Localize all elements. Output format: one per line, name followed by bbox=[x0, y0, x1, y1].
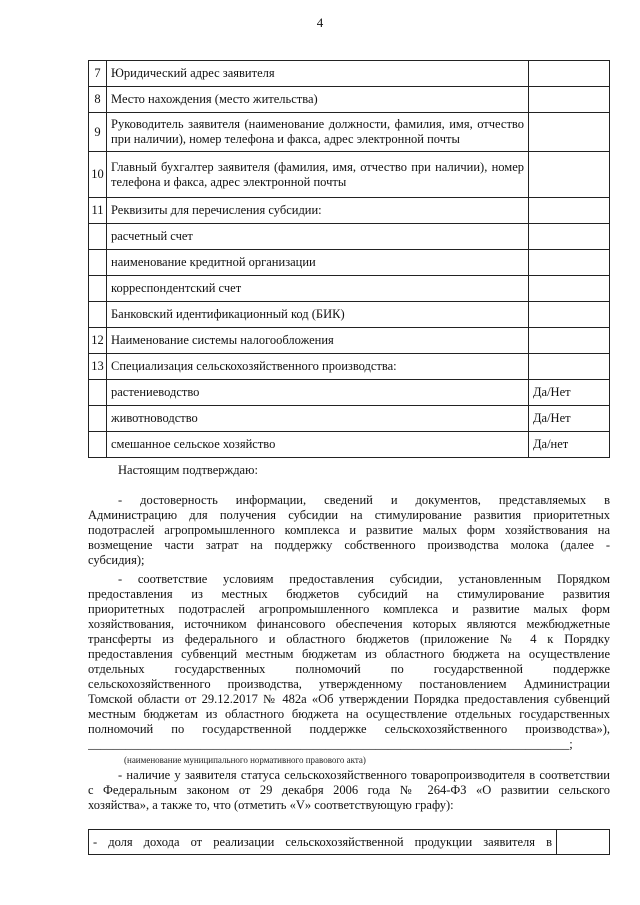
table-row bbox=[89, 830, 610, 855]
paragraph-reliability bbox=[88, 493, 610, 568]
row-value[interactable] bbox=[529, 328, 610, 354]
row-label: наименование кредитной организации bbox=[107, 250, 529, 276]
act-name-caption: (наименование муниципального нормативного правового акта) bbox=[124, 755, 366, 765]
text-line: субсидия); bbox=[88, 553, 145, 567]
text-line: трансферты из федерального и областного бюджетов (приложение № 4 к Порядку bbox=[88, 632, 610, 646]
row-number bbox=[89, 406, 107, 432]
row-label: Место нахождения (место жительства) bbox=[107, 87, 529, 113]
table-row bbox=[89, 198, 610, 224]
act-name-blank-line[interactable]: _____________________________________________________________________________; bbox=[88, 737, 573, 751]
table-row bbox=[89, 406, 610, 432]
row-value[interactable] bbox=[529, 276, 610, 302]
table-row bbox=[89, 113, 610, 152]
table-row bbox=[89, 61, 610, 87]
row-number bbox=[89, 380, 107, 406]
row-value[interactable] bbox=[529, 224, 610, 250]
row-value[interactable] bbox=[529, 302, 610, 328]
text-line: с Федеральным законом от 29 декабря 2006 года № 264-ФЗ «О развитии сельского bbox=[88, 783, 610, 797]
row-value[interactable] bbox=[529, 87, 610, 113]
row-label: растениеводство bbox=[107, 380, 529, 406]
row-label: Юридический адрес заявителя bbox=[107, 61, 529, 87]
applicant-details-table bbox=[88, 60, 610, 458]
row-number: 7 bbox=[89, 61, 107, 87]
row-label: животноводство bbox=[107, 406, 529, 432]
income-share-table bbox=[88, 829, 610, 855]
row-number bbox=[89, 276, 107, 302]
text-line: отдельных государственных полномочий по государственной поддержке bbox=[88, 662, 610, 676]
table-row bbox=[89, 152, 610, 198]
confirm-heading: Настоящим подтверждаю: bbox=[118, 463, 258, 477]
text-line: полномочий по государственной поддержке сельскохозяйственного производства»), bbox=[88, 722, 610, 736]
table-row bbox=[89, 380, 610, 406]
row-number: 12 bbox=[89, 328, 107, 354]
text-line: сельскохозяйственного производства, утвержденному постановлением Администрации bbox=[88, 677, 610, 691]
row-label: корреспондентский счет bbox=[107, 276, 529, 302]
table-row bbox=[89, 250, 610, 276]
row-label: смешанное сельское хозяйство bbox=[107, 432, 529, 458]
text-line: - наличие у заявителя статуса сельскохозяйственного товаропроизводителя в соответствии bbox=[118, 768, 610, 782]
table-row bbox=[89, 224, 610, 250]
row-value[interactable] bbox=[529, 152, 610, 198]
row-number: 13 bbox=[89, 354, 107, 380]
row-label: расчетный счет bbox=[107, 224, 529, 250]
row-value[interactable] bbox=[529, 198, 610, 224]
row-number: 8 bbox=[89, 87, 107, 113]
row-label: - доля дохода от реализации сельскохозяйственной продукции заявителя в bbox=[89, 830, 557, 855]
row-value[interactable] bbox=[557, 830, 610, 855]
row-label: Банковский идентификационный код (БИК) bbox=[107, 302, 529, 328]
row-value[interactable]: Да/Нет bbox=[529, 406, 610, 432]
text-line: - соответствие условиям предоставления субсидии, установленным Порядком bbox=[118, 572, 610, 586]
page-number: 4 bbox=[316, 15, 324, 30]
text-line: Томской области от 29.12.2017 № 482а «Об утверждении Порядка предоставления субвенций bbox=[88, 692, 610, 706]
text-line: возмещение части затрат на поддержку собственного производства молока (далее - bbox=[88, 538, 610, 552]
paragraph-compliance bbox=[88, 572, 610, 752]
row-number bbox=[89, 432, 107, 458]
table-row bbox=[89, 276, 610, 302]
row-number: 11 bbox=[89, 198, 107, 224]
text-line: хозяйствования, источником финансового обеспечения которых являются межбюджетные bbox=[88, 617, 610, 631]
row-number bbox=[89, 224, 107, 250]
text-line: предоставления субвенций местным бюджетам из областного бюджета на осуществление bbox=[88, 647, 610, 661]
text-line: предоставления из местных бюджетов субсидий на стимулирование развития bbox=[88, 587, 610, 601]
row-value[interactable]: Да/нет bbox=[529, 432, 610, 458]
text-line: Администрацию для получения субсидии на стимулирование развития приоритетных bbox=[88, 508, 610, 522]
table-row bbox=[89, 87, 610, 113]
paragraph-producer-status bbox=[88, 768, 610, 813]
table-row bbox=[89, 302, 610, 328]
row-label: Главный бухгалтер заявителя (фамилия, имя, отчество при наличии), номер телефона и факса, адрес электронной почты bbox=[107, 152, 529, 198]
row-value[interactable] bbox=[529, 113, 610, 152]
text-line: подотраслей агропромышленного комплекса и развитие малых форм хозяйствования на bbox=[88, 523, 610, 537]
row-number: 10 bbox=[89, 152, 107, 198]
text-line: приоритетных подотраслей агропромышленного комплекса и развитие малых форм bbox=[88, 602, 610, 616]
row-label: Наименование системы налогообложения bbox=[107, 328, 529, 354]
text-line: хозяйства», а также то, что (отметить «V» соответствующую графу): bbox=[88, 798, 454, 812]
row-label: Реквизиты для перечисления субсидии: bbox=[107, 198, 529, 224]
row-label: Руководитель заявителя (наименование должности, фамилия, имя, отчество при наличии), номер телефона и факса, адрес электронной почты bbox=[107, 113, 529, 152]
table-row bbox=[89, 432, 610, 458]
row-number: 9 bbox=[89, 113, 107, 152]
row-value[interactable] bbox=[529, 250, 610, 276]
row-number bbox=[89, 250, 107, 276]
row-value[interactable] bbox=[529, 61, 610, 87]
row-label: Специализация сельскохозяйственного производства: bbox=[107, 354, 529, 380]
row-number bbox=[89, 302, 107, 328]
text-line: - достоверность информации, сведений и документов, представляемых в bbox=[118, 493, 610, 507]
row-value[interactable]: Да/Нет bbox=[529, 380, 610, 406]
table-row bbox=[89, 354, 610, 380]
row-value[interactable] bbox=[529, 354, 610, 380]
text-line: местным бюджетам из областного бюджета на осуществление отдельных государственных bbox=[88, 707, 610, 721]
table-row bbox=[89, 328, 610, 354]
